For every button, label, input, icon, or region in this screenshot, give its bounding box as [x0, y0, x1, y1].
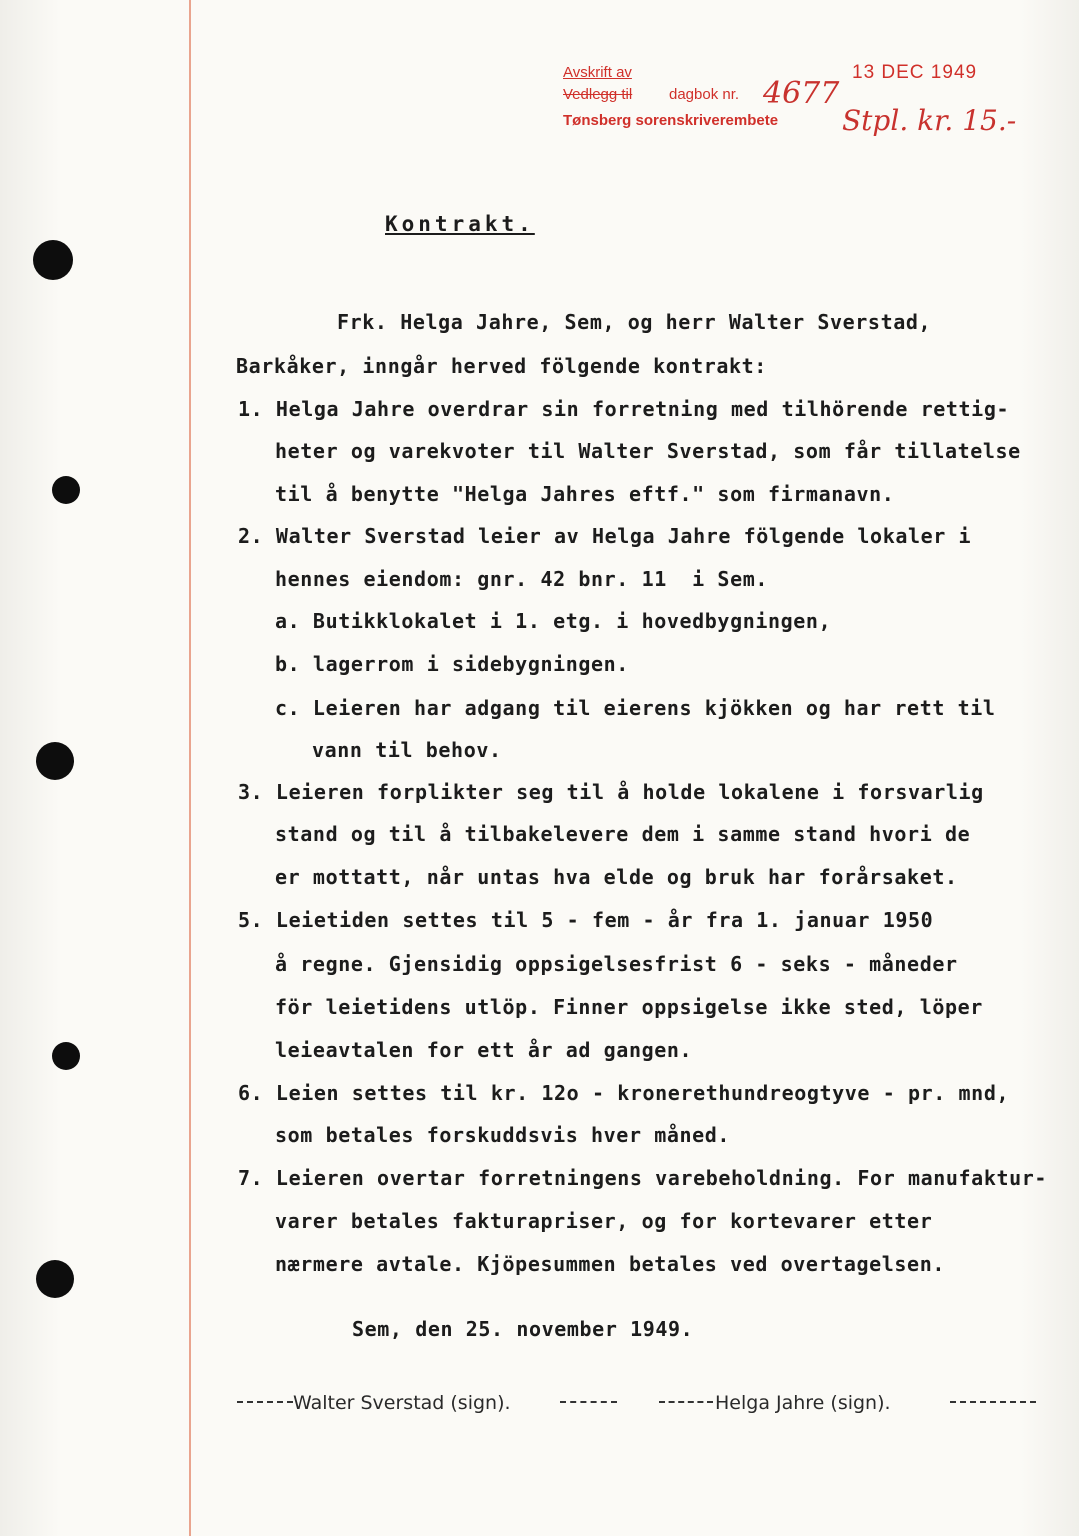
text-line: 7. Leieren overtar forretningens varebeholdning. For manufaktur- [238, 1166, 1048, 1190]
text-line: 3. Leieren forplikter seg til å holde lokalene i forsvarlig [238, 780, 984, 804]
signature-walter: Walter Sverstad (sign). [293, 1392, 511, 1414]
text-line: c. Leieren har adgang til eierens kjökken og har rett til [275, 696, 996, 720]
stamp-line-2: dagbok nr. [669, 86, 740, 103]
signature-dashes [237, 1401, 293, 1403]
punch-hole [52, 1042, 80, 1070]
text-line: 5. Leietiden settes til 5 - fem - år fra 1. januar 1950 [238, 908, 934, 932]
text-line: Barkåker, inngår herved fölgende kontrakt: [236, 354, 767, 378]
text-line: vann til behov. [312, 738, 502, 762]
punch-hole [36, 742, 74, 780]
text-line: er mottatt, når untas hva elde og bruk har forårsaket. [275, 865, 958, 889]
stamp-office: Tønsberg sorenskriverembete [563, 112, 779, 129]
text-line: 1. Helga Jahre overdrar sin forretning med tilhörende rettig- [238, 397, 1010, 421]
text-line: a. Butikklokalet i 1. etg. i hovedbygningen, [275, 609, 832, 633]
signature-dashes [950, 1401, 1036, 1403]
text-line: til å benytte "Helga Jahres eftf." som firmanavn. [275, 482, 895, 506]
stamp-line-1: Avskrift av [563, 64, 632, 81]
punch-hole [36, 1260, 74, 1298]
text-line: 6. Leien settes til kr. 12o - kronerethundreogtyve - pr. mnd, [238, 1081, 1010, 1105]
signature-helga: Helga Jahre (sign). [715, 1392, 891, 1414]
handwritten-journal-number: 4677 [763, 76, 840, 111]
text-line: Frk. Helga Jahre, Sem, og herr Walter Sverstad, [337, 310, 932, 334]
signature-dashes [560, 1401, 617, 1403]
text-line: b. lagerrom i sidebygningen. [275, 652, 629, 676]
punch-hole [52, 476, 80, 504]
text-line: nærmere avtale. Kjöpesummen betales ved overtagelsen. [275, 1252, 945, 1276]
text-line: varer betales fakturapriser, og for kortevarer etter [275, 1209, 933, 1233]
text-line: heter og varekvoter til Walter Sverstad, som får tillatelse [275, 439, 1021, 463]
stamp-line-2-struck: Vedlegg til [563, 86, 633, 103]
text-line: hennes eiendom: gnr. 42 bnr. 11 i Sem. [275, 567, 768, 591]
text-line: som betales forskuddsvis hver måned. [275, 1123, 731, 1147]
signature-dashes [659, 1401, 713, 1403]
text-line: stand og til å tilbakelevere dem i samme stand hvori de [275, 822, 971, 846]
stamp-date: 13 DEC 1949 [852, 62, 978, 83]
document-title: Kontrakt. [385, 212, 535, 236]
margin-rule [189, 0, 191, 1536]
date-line: Sem, den 25. november 1949. [352, 1317, 694, 1341]
text-line: leieavtalen for ett år ad gangen. [275, 1038, 693, 1062]
text-line: å regne. Gjensidig oppsigelsesfrist 6 - seks - måneder [275, 952, 958, 976]
text-line: för leietidens utlöp. Finner oppsigelse ikke sted, löper [275, 995, 983, 1019]
text-line: 2. Walter Sverstad leier av Helga Jahre fölgende lokaler i [238, 524, 972, 548]
punch-hole [33, 240, 73, 280]
handwritten-stamp-fee: Stpl. kr. 15.- [842, 104, 1017, 137]
